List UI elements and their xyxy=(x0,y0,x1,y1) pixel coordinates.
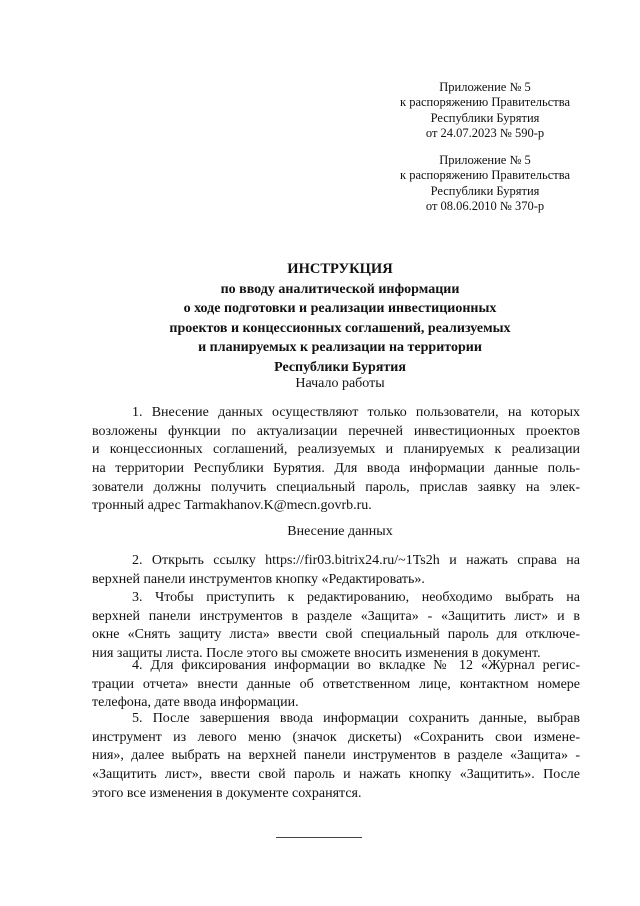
document-title xyxy=(90,260,590,377)
paragraph-line: инструмент из левого меню (значок дискеты) «Сохранить свои измене- xyxy=(92,729,580,745)
paragraph-line: ния», далее выбрать на верхней панели инструментов в разделе «Защита» - xyxy=(92,748,580,764)
paragraph-line: возложены функции по актуализации перечней инвестиционных проектов xyxy=(92,423,580,439)
paragraph-line: тронный адрес Tarmakhanov.K@mecn.govrb.ru. xyxy=(92,498,372,514)
paragraph-line: зователи должны получить специальный пароль, прислав заявку на элек- xyxy=(92,479,580,495)
paragraph-line: 5. После завершения ввода информации сохранить данные, выбрав xyxy=(132,711,580,726)
footer-divider xyxy=(276,837,362,838)
paragraph-line: окне «Снять защиту листа» ввести свой специальный пароль для отключе- xyxy=(92,627,580,643)
title-line: проектов и концессионных соглашений, реализуемых xyxy=(169,320,511,336)
section-heading-input: Внесение данных xyxy=(287,524,393,539)
paragraph-line: этого все изменения в документе сохранятся. xyxy=(92,785,362,801)
appendix-line: Республики Бурятия xyxy=(430,110,540,125)
paragraph-5 xyxy=(92,710,580,803)
appendix-line: от 24.07.2023 № 590-р xyxy=(425,126,545,141)
paragraph-line: и концессионных соглашений, реализуемых и планируемых к реализации xyxy=(92,442,580,458)
paragraph-line: 2. Открыть ссылку https://fir03.bitrix24.ru/~1Ts2h и нажать справа на xyxy=(132,553,580,568)
title-line: Республики Бурятия xyxy=(274,359,406,375)
appendix-line: Приложение № 5 xyxy=(439,80,531,94)
paragraph-4 xyxy=(92,657,580,713)
paragraph-line: на территории Республики Бурятия. Для ввода информации данные поль- xyxy=(92,461,580,477)
appendix-line: от 08.06.2010 № 370-р xyxy=(425,199,545,214)
paragraph-line: трации отчета» внести данные об ответственном лице, контактном номере xyxy=(92,676,580,692)
paragraph-line: верхней панели инструментов кнопку «Редактировать». xyxy=(92,571,425,587)
paragraph-3 xyxy=(92,589,580,664)
title-line: о ходе подготовки и реализации инвестиционных xyxy=(183,301,497,316)
paragraph-line: телефона, дате ввода информации. xyxy=(92,695,299,711)
paragraph-line: верхней панели инструментов в разделе «Защита» - «Защитить лист» и в xyxy=(92,608,580,624)
title-main: ИНСТРУКЦИЯ xyxy=(287,261,393,277)
title-line: по вводу аналитической информации xyxy=(220,281,460,297)
paragraph-1 xyxy=(92,404,580,516)
paragraph-line: «Защитить лист», ввести свой пароль и нажать кнопку «Защитить». После xyxy=(92,767,580,783)
title-line: и планируемых к реализации на территории xyxy=(198,340,482,355)
appendix-original-reference xyxy=(400,153,570,215)
paragraph-line: 3. Чтобы приступить к редактированию, необходимо выбрать на xyxy=(132,590,580,605)
paragraph-line: 1. Внесение данных осуществляют только пользователи, на которых xyxy=(132,405,580,420)
paragraph-line: 4. Для фиксирования информации во вкладке № 12 «Журнал регис- xyxy=(132,658,580,673)
section-heading-start: Начало работы xyxy=(295,376,385,391)
appendix-current-reference xyxy=(400,80,570,142)
appendix-line: Приложение № 5 xyxy=(439,153,531,167)
appendix-line: к распоряжению Правительства xyxy=(400,95,571,110)
paragraph-2 xyxy=(92,552,580,589)
paragraph-line: ния защиты листа. После этого вы сможете вносить изменения в документ. xyxy=(92,646,541,662)
appendix-line: к распоряжению Правительства xyxy=(400,168,571,183)
appendix-line: Республики Бурятия xyxy=(430,183,540,198)
